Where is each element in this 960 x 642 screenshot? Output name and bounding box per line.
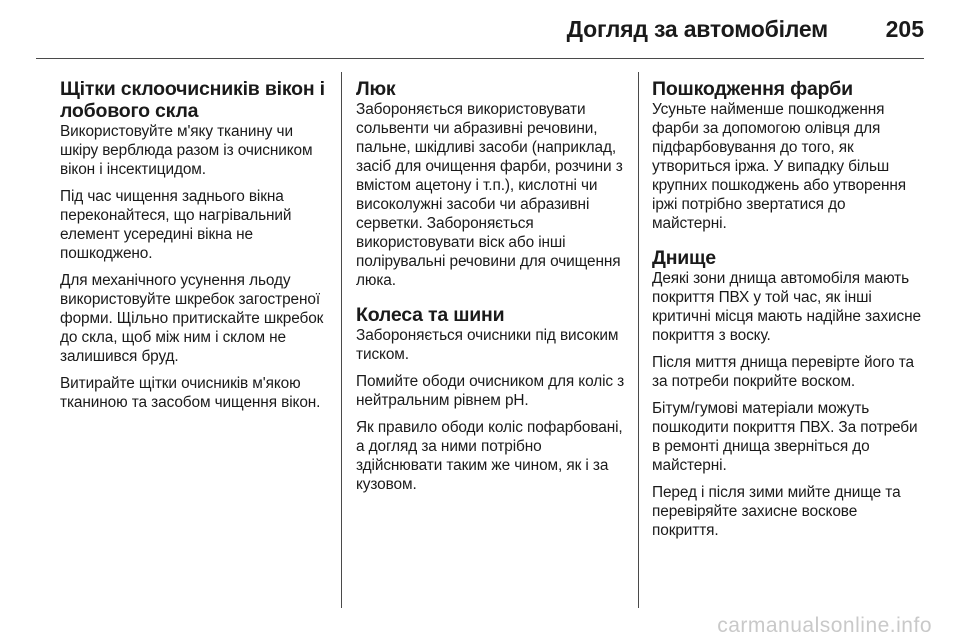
section-heading: Днище: [652, 247, 716, 269]
section-heading: Люк: [356, 78, 396, 100]
paragraph: Забороняється очисники під високим тиском.: [356, 327, 619, 363]
section-heading: Пошкодження фарби: [652, 78, 853, 100]
section-heading: Щітки склоочисників вікон і лобового скла: [60, 78, 325, 122]
column-1: [60, 78, 335, 420]
page-number: 205: [885, 16, 924, 42]
paragraph: Забороняється використовувати сольвенти чи абразивні речовини, пальне, шкідливі засоби (наприклад, засіб для очищення фарби, розчини з вмістом ацетону і т.п.), кислотні чи високолужні засоби чи абразивні серветки. Забороняється використовувати віск або інші полірувальні речовини для очищення люка.: [356, 101, 623, 289]
paragraph: Після миття днища перевірте його та за потреби покрийте воском.: [652, 354, 914, 390]
section-wiper-blades: [60, 78, 335, 412]
section-paint-damage: [652, 78, 924, 233]
paragraph: Бітум/гумові матеріали можуть пошкодити покриття ПВХ. За потреби в ремонті днища зверніться до майстерні.: [652, 400, 918, 474]
header-rule: [36, 58, 924, 59]
paragraph: Витирайте щітки очисників м'якою тканиною та засобом чищення вікон.: [60, 375, 321, 411]
paragraph: Помийте ободи очисником для коліс з нейтральним рівнем pH.: [356, 373, 625, 409]
section-sunroof: [356, 78, 628, 290]
paragraph: Під час чищення заднього вікна переконайтеся, що нагрівальний елемент усередині вікна не пошкоджено.: [60, 188, 292, 262]
watermark: carmanualsonline.info: [717, 614, 932, 637]
paragraph: Використовуйте м'яку тканину чи шкіру верблюда разом із очисником вікон і інсектицидом.: [60, 123, 313, 178]
section-heading: Колеса та шини: [356, 304, 505, 326]
column-3: [652, 78, 924, 548]
paragraph: Перед і після зими мийте днище та перевіряйте захисне воскове покриття.: [652, 484, 901, 539]
paragraph: Деякі зони днища автомобіля мають покриття ПВХ у той час, як інші критичні місця мають надійне захисне покриття з воску.: [652, 270, 922, 344]
column-divider: [341, 72, 342, 608]
column-divider: [638, 72, 639, 608]
section-wheels-tyres: [356, 304, 628, 494]
paragraph: Для механічного усунення льоду використовуйте шкребок загостреної форми. Щільно притискайте шкребок до скла, щоб між ним і склом не залишився бруд.: [60, 272, 324, 365]
paragraph: Усуньте найменше пошкодження фарби за допомогою олівця для підфарбовування до того, як утвориться іржа. У випадку більш крупних пошкоджень або утворення іржі потрібно звертатися до майстерні.: [652, 101, 906, 232]
running-title: Догляд за автомобілем: [566, 16, 828, 42]
page-header: [0, 0, 960, 60]
paragraph: Як правило ободи коліс пофарбовані, а догляд за ними потрібно здійснювати таким же чином, як і за кузовом.: [356, 419, 623, 493]
section-underbody: [652, 247, 924, 540]
column-2: [356, 78, 628, 502]
